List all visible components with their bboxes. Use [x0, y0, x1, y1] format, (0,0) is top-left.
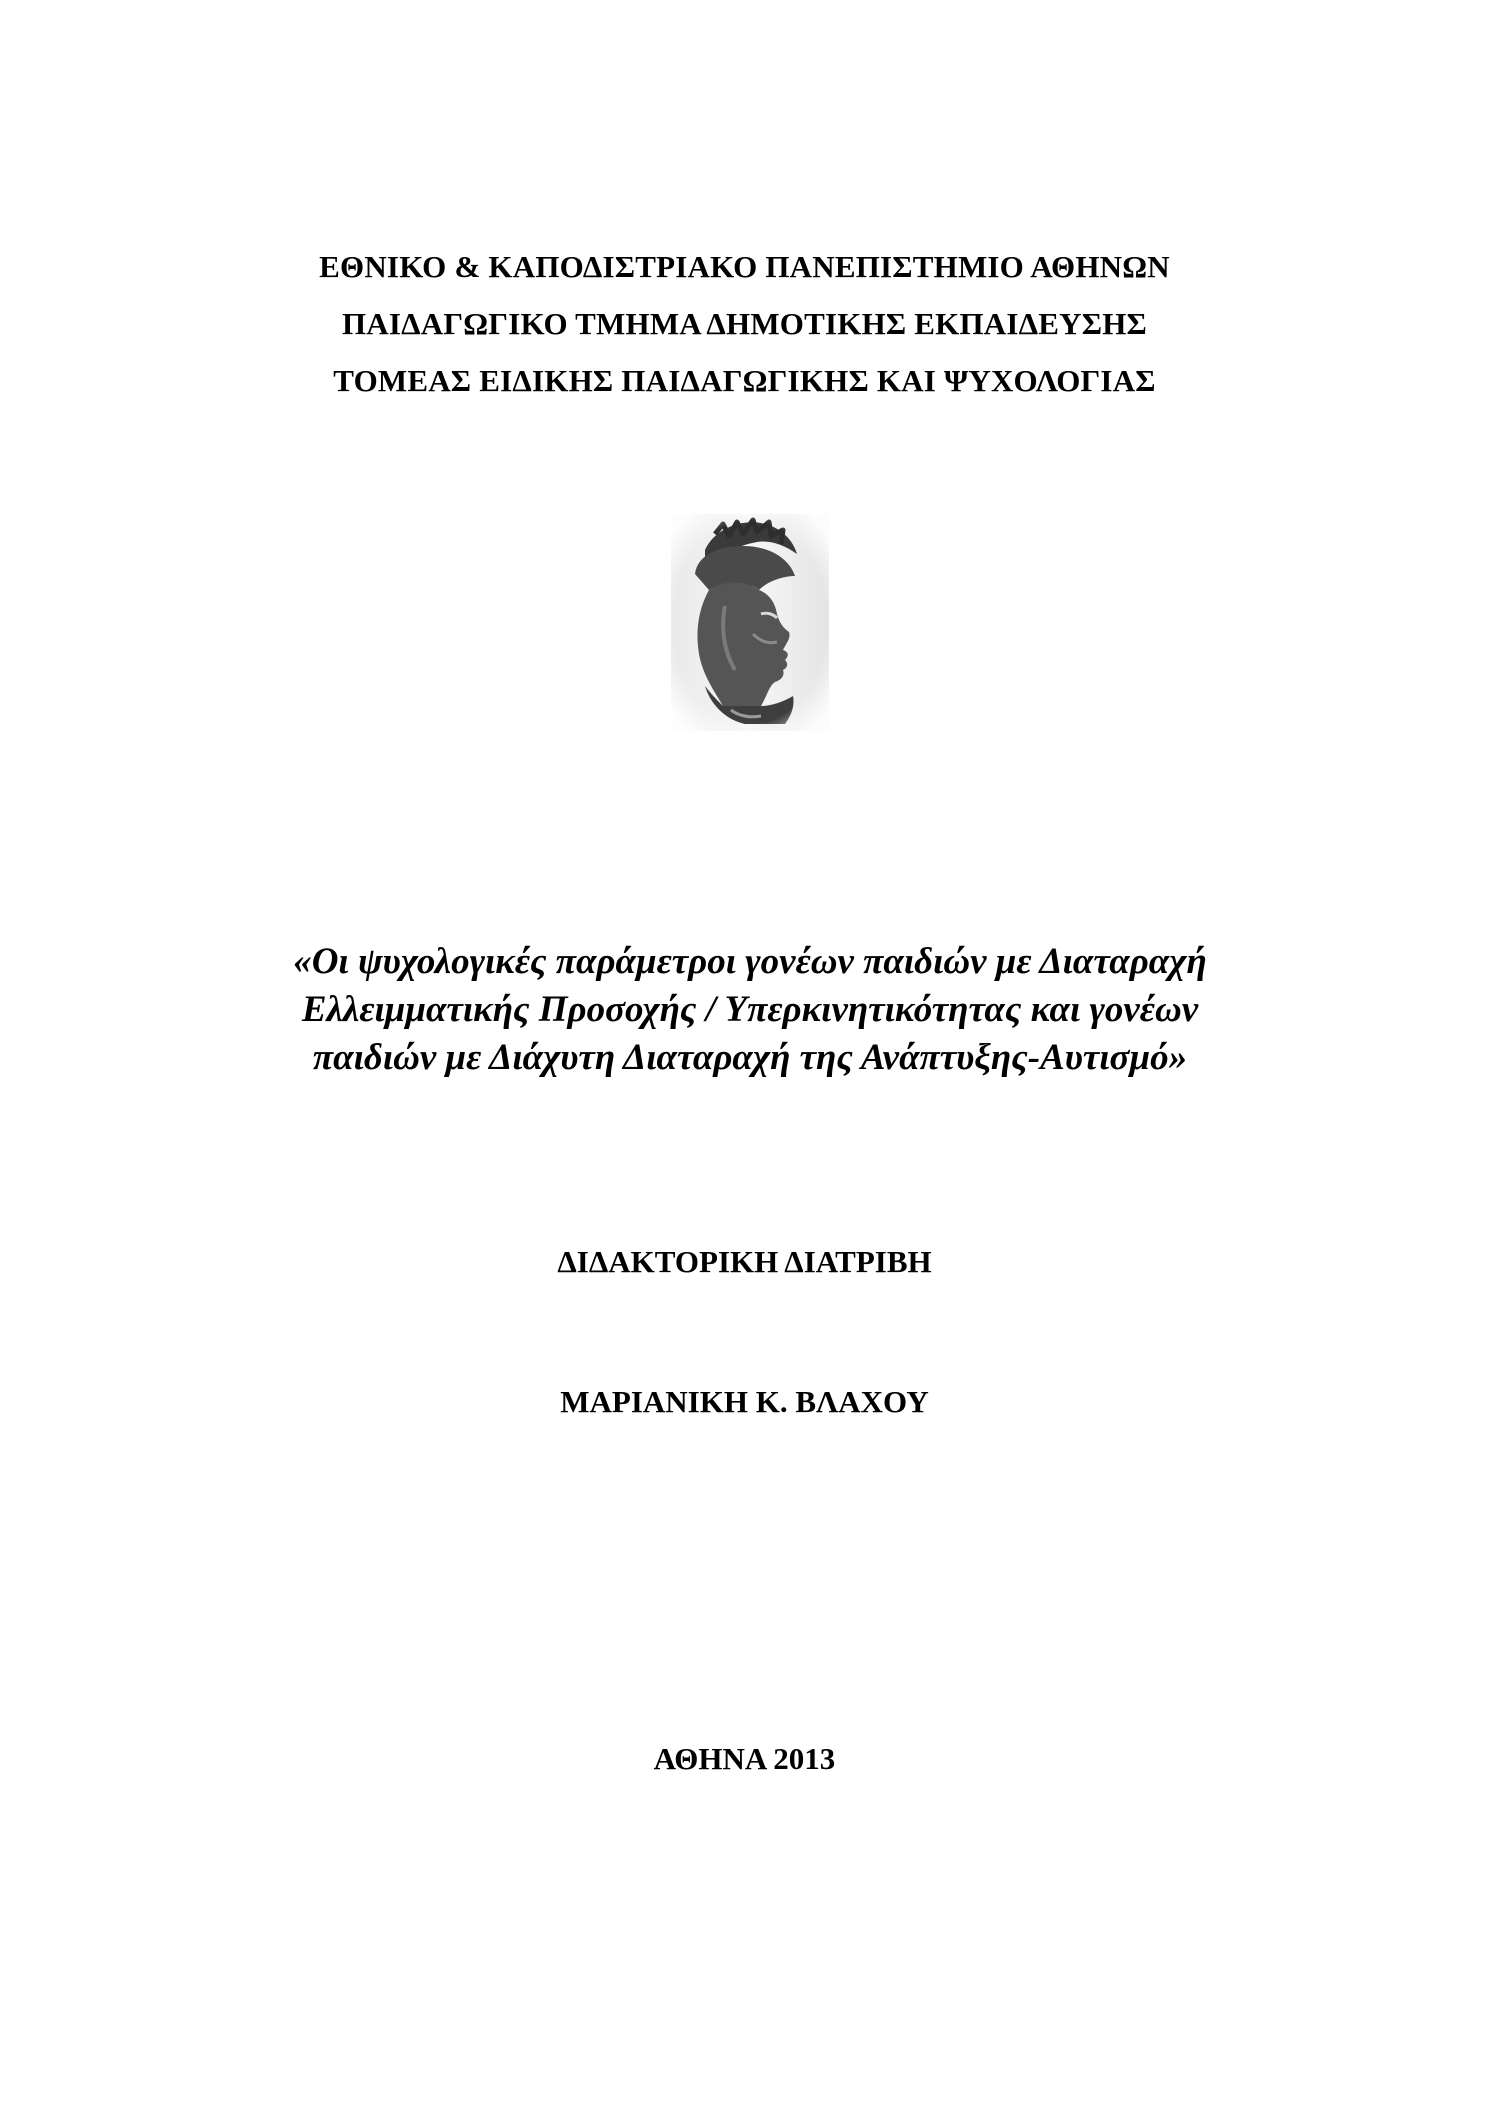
document-type: ΔΙΔΑΚΤΟΡΙΚΗ ΔΙΑΤΡΙΒΗ [557, 1244, 932, 1279]
dissertation-title [180, 938, 1320, 1082]
department-name: ΠΑΙΔΑΓΩΓΙΚΟ ΤΜΗΜΑ ΔΗΜΟΤΙΚΗΣ ΕΚΠΑΙΔΕΥΣΗΣ [341, 306, 1148, 341]
title-line-2: Ελλειμματικής Προσοχής / Υπερκινητικότητας και γονέων [301, 989, 1199, 1030]
athena-head-emblem-icon [665, 510, 835, 735]
institution-header [0, 238, 1489, 409]
sector-name: ΤΟΜΕΑΣ ΕΙΔΙΚΗΣ ΠΑΙΔΑΓΩΓΙΚΗΣ ΚΑΙ ΨΥΧΟΛΟΓΙΑΣ [333, 363, 1156, 398]
author-name: ΜΑΡΙΑΝΙΚΗ Κ. ΒΛΑΧΟΥ [560, 1384, 929, 1419]
university-name: ΕΘΝΙΚΟ & ΚΑΠΟΔΙΣΤΡΙΑΚΟ ΠΑΝΕΠΙΣΤΗΜΙΟ ΑΘΗΝΩΝ [319, 249, 1170, 284]
title-line-3: παιδιών με Διάχυτη Διαταραχή της Ανάπτυξης-Αυτισμό» [312, 1037, 1188, 1078]
place-and-year: ΑΘΗΝΑ 2013 [653, 1741, 836, 1776]
title-line-1: «Οι ψυχολογικές παράμετροι γονέων παιδιών με Διαταραχή [293, 941, 1207, 982]
